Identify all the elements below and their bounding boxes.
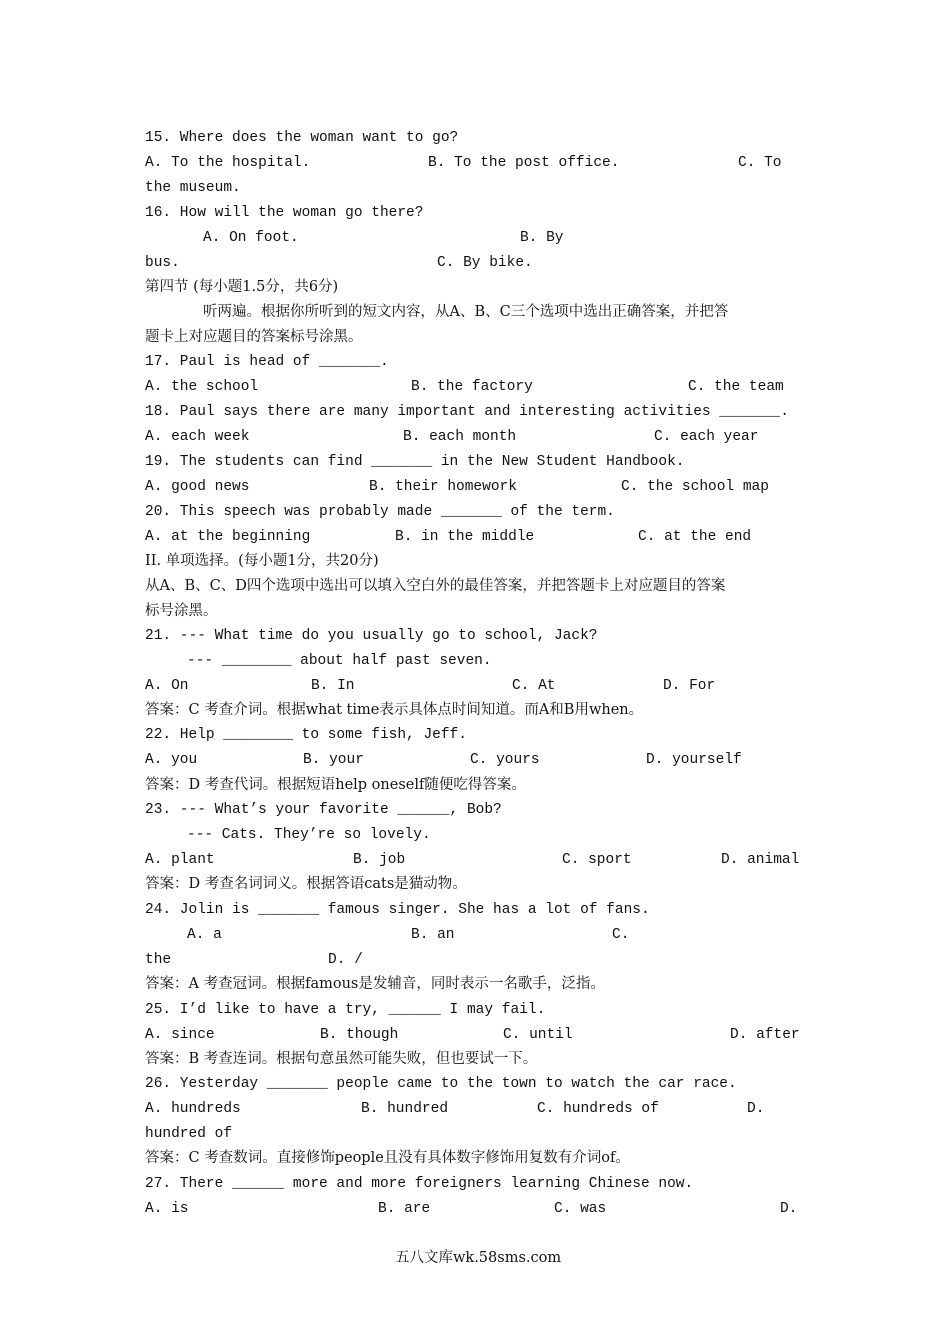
- text-line: 25. I’d like to have a try, ______ I may fail.: [145, 1002, 546, 1018]
- text-line: B. their homework: [369, 479, 517, 495]
- text-line: C. the team: [688, 379, 784, 395]
- text-line: C. To: [738, 155, 782, 171]
- text-line: C. at the end: [638, 529, 752, 545]
- text-line: 20. This speech was probably made _______ of the term.: [145, 504, 615, 520]
- text-line: A. at the beginning: [145, 529, 311, 545]
- text-line: --- ________ about half past seven.: [187, 653, 492, 669]
- text-line: B. To the post office.: [428, 155, 620, 171]
- text-line: 答案：C 考查介词。根据what time表示具体点时间知道。而A和B用when。: [145, 702, 644, 718]
- text-line: D. after: [730, 1027, 800, 1043]
- text-line: 26. Yesterday _______ people came to the town to watch the car race.: [145, 1076, 737, 1092]
- text-line: 题卡上对应题目的答案标号涂黑。: [145, 329, 363, 345]
- page-footer: 五八文库wk.58sms.com: [395, 1250, 562, 1266]
- text-line: D. animal: [721, 852, 800, 868]
- text-line: 17. Paul is head of _______.: [145, 354, 389, 370]
- text-line: 标号涂黑。: [145, 603, 218, 619]
- text-line: A. the school: [145, 379, 259, 395]
- text-line: C. yours: [470, 752, 540, 768]
- text-line: B. In: [311, 678, 355, 694]
- text-line: D.: [780, 1201, 798, 1217]
- text-line: C. until: [503, 1027, 573, 1043]
- text-line: II. 单项选择。(每小题1分，共20分): [145, 553, 379, 569]
- text-line: 18. Paul says there are many important and interesting activities _______.: [145, 404, 789, 420]
- text-line: A. is: [145, 1201, 189, 1217]
- text-line: C. each year: [654, 429, 759, 445]
- text-line: C. the school map: [621, 479, 769, 495]
- text-line: 21. --- What time do you usually go to school, Jack?: [145, 628, 598, 644]
- text-line: A. hundreds: [145, 1101, 241, 1117]
- text-line: A. To the hospital.: [145, 155, 311, 171]
- text-line: C. was: [554, 1201, 607, 1217]
- text-line: D.: [747, 1101, 765, 1117]
- text-line: --- Cats. They’re so lovely.: [187, 827, 431, 843]
- text-line: B. each month: [403, 429, 517, 445]
- text-line: D. yourself: [646, 752, 742, 768]
- text-line: A. you: [145, 752, 198, 768]
- text-line: A. since: [145, 1027, 215, 1043]
- text-line: 答案：D 考查代词。根据短语help oneself随便吃得答案。: [145, 777, 526, 793]
- text-line: C.: [612, 927, 630, 943]
- text-line: D. For: [663, 678, 716, 694]
- text-line: 答案：B 考查连词。根据句意虽然可能失败，但也要试一下。: [145, 1051, 538, 1067]
- text-line: the museum.: [145, 180, 241, 196]
- text-line: C. By bike.: [437, 255, 533, 271]
- text-line: A. each week: [145, 429, 250, 445]
- text-line: D. /: [328, 952, 363, 968]
- text-line: 答案：A 考查冠词。根据famous是发辅音，同时表示一名歌手，泛指。: [145, 976, 605, 992]
- text-line: the: [145, 952, 172, 968]
- text-line: 16. How will the woman go there?: [145, 205, 424, 221]
- text-line: A. On: [145, 678, 189, 694]
- text-line: bus.: [145, 255, 180, 271]
- text-line: B. though: [320, 1027, 399, 1043]
- text-line: A. good news: [145, 479, 250, 495]
- text-line: B. hundred: [361, 1101, 449, 1117]
- text-line: B. an: [411, 927, 455, 943]
- text-line: A. a: [187, 927, 222, 943]
- text-line: 听两遍。根据你所听到的短文内容，从A、B、C三个选项中选出正确答案，并把答: [203, 304, 729, 320]
- text-line: 23. --- What’s your favorite ______, Bob?: [145, 802, 502, 818]
- text-line: A. On foot.: [203, 230, 299, 246]
- text-line: 第四节 (每小题1.5分，共6分): [145, 279, 339, 295]
- text-line: 22. Help ________ to some fish, Jeff.: [145, 727, 467, 743]
- text-line: hundred of: [145, 1126, 233, 1142]
- text-line: B. your: [303, 752, 364, 768]
- text-line: 24. Jolin is _______ famous singer. She has a lot of fans.: [145, 902, 650, 918]
- text-line: 从A、B、C、D四个选项中选出可以填入空白外的最佳答案，并把答题卡上对应题目的答案: [145, 578, 726, 594]
- text-line: 15. Where does the woman want to go?: [145, 130, 459, 146]
- text-line: 19. The students can find _______ in the New Student Handbook.: [145, 454, 685, 470]
- text-line: 27. There ______ more and more foreigners learning Chinese now.: [145, 1176, 694, 1192]
- text-line: B. are: [378, 1201, 431, 1217]
- text-line: 答案：D 考查名词词义。根据答语cats是猫动物。: [145, 876, 467, 892]
- text-line: B. the factory: [411, 379, 533, 395]
- text-line: B. in the middle: [395, 529, 535, 545]
- text-line: A. plant: [145, 852, 215, 868]
- text-line: C. hundreds of: [537, 1101, 659, 1117]
- text-line: C. sport: [562, 852, 632, 868]
- text-line: B. job: [353, 852, 406, 868]
- text-line: 答案：C 考查数词。直接修饰people且没有具体数字修饰用复数有介词of。: [145, 1150, 630, 1166]
- text-line: B. By: [520, 230, 564, 246]
- text-line: C. At: [512, 678, 556, 694]
